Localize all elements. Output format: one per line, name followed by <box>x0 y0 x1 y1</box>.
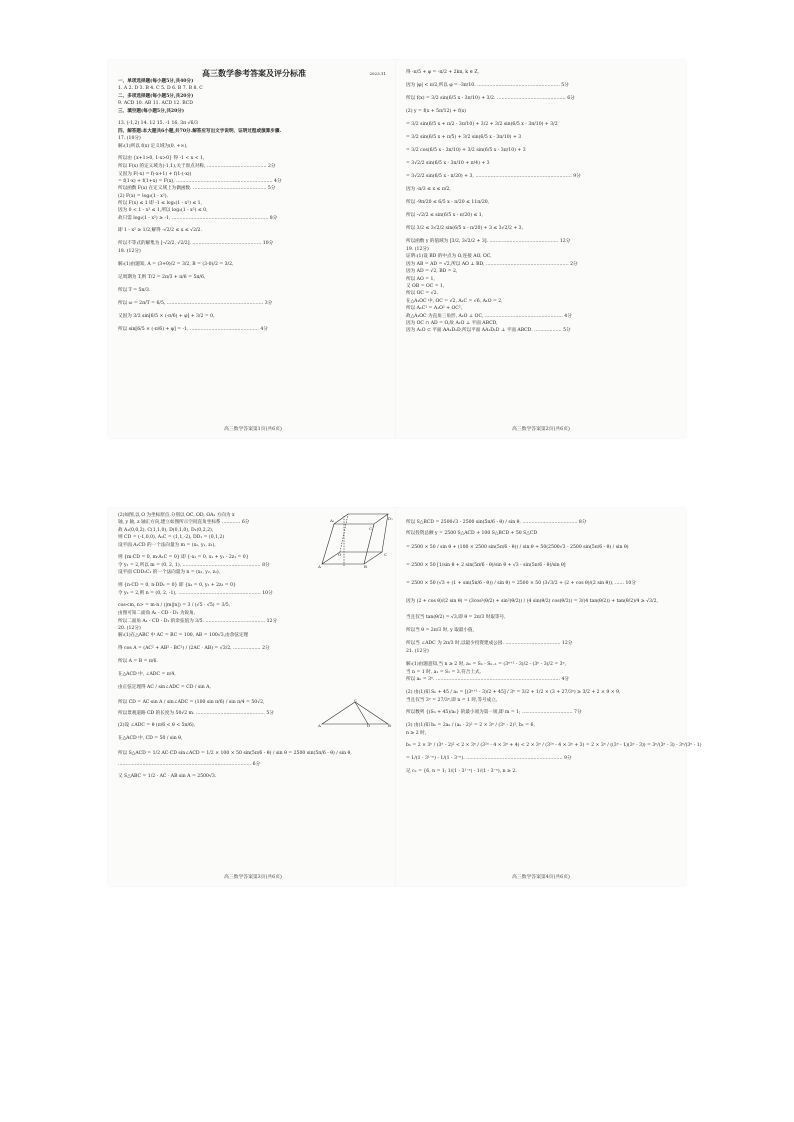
page-footer: 高三数学答案第3页(共6页) <box>224 875 282 880</box>
answer-line: 1. A 2. D 3. B 4. C 5. D 6. B 7. B 8. C <box>118 86 203 92</box>
solution-line: 因为 OC ∩ AD = O,故 A₁O ⊥ 平面 ABCD, <box>406 320 498 326</box>
section-heading: 二、多项选择题(每小题5分,共20分) <box>118 93 194 99</box>
solution-line: 令 y₁ = 2,所以 m = (0, 2, 1), …………………………………………… 8分 <box>118 562 270 568</box>
solution-line: 则 {n·CD = 0, n·DD₁ = 0} 即 {x₂ = 0, y₂ + 2z₂ = 0} <box>118 582 236 588</box>
solution-line: 解:(1)由题知, A = (3+0)/2 = 3/2, B = (3-0)/2 = 3/2, <box>118 261 234 267</box>
solution-line: (2) F(x) = log₂(1 - x²), <box>118 193 168 199</box>
answer-line: 9. ACD 10. AB 11. ACD 12. BCD <box>118 101 193 107</box>
answer-sheet-page-2 <box>396 60 686 438</box>
svg-text:B: B <box>388 723 391 728</box>
solution-line: 所以 S△BCD = 2500√3 - 2500 sin(5π/6 - θ) / sin θ, ……………………………… 8分 <box>406 520 587 525</box>
solution-line: 所以不等式的解集为 [-√2/2, √2/2]. ……………………………………… 10分 <box>118 241 274 247</box>
solution-line: 所以 aₙ = 3ⁿ. ……………………………………………………………………… 4分 <box>406 677 569 683</box>
answer-sheet-page-4 <box>396 508 702 886</box>
svg-text:C: C <box>354 698 358 703</box>
solution-line: 所以投资总额 y = 2500 S△ACD + 100 S△BCD + 50 S△CD <box>406 531 538 536</box>
solution-line: 解:(1)在△ABC 中 AC = BC = 100, AB = 100√3,由余弦定理 <box>118 633 249 639</box>
solution-line: 在△ACD 中, CD = 50 / sin θ, <box>118 736 183 742</box>
solution-line: …………………………………………………………………………… 6分 <box>118 762 261 768</box>
solution-line: 当 n = 1 时, a₁ = S₁ = 3,符合上式, <box>406 669 482 675</box>
solution-line: = 2500 × 50 [1/sin θ + 2 sin(5π/6 - θ)/sin θ + √3 - sin(5π/6 - θ)/sin θ] <box>406 563 566 569</box>
solution-line: 因为 A₁O ⊂ 平面 AA₁D₁D,所以平面 AA₁D₁D ⊥ 平面 ABCD. ……………… 5分 <box>406 328 571 334</box>
solution-line: = 3/2 sin(6/5 x + π/2 - 3π/10) + 3/2 + 3/2 sin(6/5 x - 3π/10) + 3/2 <box>406 122 558 127</box>
solution-line: 所以由 {x+1>0, 1-x>0} 得 -1 < x < 1, <box>118 156 205 162</box>
svg-text:B: B <box>364 564 367 569</box>
solution-line: 又因为 F(-x) = f(-x+1) + f(1-(-x)) <box>118 171 192 177</box>
problem-heading: 18. (12分) <box>118 249 141 255</box>
solution-line: 所以 CD = AC·sin A / sin∠ADC = (100 sin π/6) / sin π/4 = 50√2, <box>118 699 265 705</box>
solution-line: cos<m, n> = m·n / (|m||n|) = 3 / (√5 · √5) = 3/5, <box>118 603 231 609</box>
svg-text:A₁: A₁ <box>330 518 335 523</box>
problem-heading: 17. (10分) <box>118 136 141 142</box>
solution-line: 设平面 CDD₁C₁ 的一个法向量为 n = (x₂, y₂, z₂), <box>118 570 221 576</box>
solution-line: 所以当 θ = 2π/3 时, y 取最小值, <box>406 628 475 634</box>
problem-heading: 20. (12分) <box>118 625 141 631</box>
page-footer: 高三数学答案第4页(共6页) <box>512 875 570 880</box>
solution-line: = 3/2 sin(6/5 x + π/5) + 3/2 sin(6/5 x - 3π/10) + 3 <box>406 135 522 140</box>
page-footer: 高三数学答案第2页(共6页) <box>512 427 570 432</box>
answer-sheet-page-1 <box>108 60 398 438</box>
document-date: 2023.11 <box>369 71 386 76</box>
section-heading: 三、填空题(每小题5分,共20分) <box>118 108 185 114</box>
solution-line: = f(1-x) + f(1+x) = F(x), ……………………………………………………… 4分 <box>118 178 282 184</box>
solution-line: 所以 ω = 2π/T = 6/5, ……………………………………………………… 3分 <box>118 300 273 306</box>
solution-line: 所以 F(x) ≤ 1 即 -1 ≤ log₂(1 - x²) ≤ 1, <box>118 201 203 207</box>
solution-line: 所以景观道路 CD 的长度为 50√2 m. ……………………………………… 5分 <box>118 710 274 716</box>
solution-line: 由正弦定理得 AC / sin∠ADC = CD / sin A, <box>118 684 211 690</box>
page-footer: 高三数学答案第1页(共6页) <box>224 427 282 432</box>
solution-line: 即 1 - x² ≥ 1/2,解得 -√2/2 ≤ x ≤ √2/2. <box>118 228 202 234</box>
solution-line: 得 -π/5 + φ = -π/2 + 2kπ, k ∈ Z, <box>406 70 479 75</box>
solution-line: 因为 0 < 1 - x² ≤ 1,所以 log₂(1 - x²) ≤ 0, <box>118 208 208 214</box>
svg-text:A: A <box>318 564 321 569</box>
solution-line: 所以 A = B = π/6. <box>118 658 158 664</box>
svg-text:D₁: D₁ <box>388 516 393 521</box>
solution-line: 所以 -√2/2 ≤ sin(6/5 x - π/20) ≤ 1, <box>406 213 484 218</box>
solution-line: = 2500 × 50 (√3 + (1 + sin(5π/6 - θ)) / sin θ) = 2500 × 50 (3√3/2 + (2 + cos θ)/(2 sin θ)), …… 10分 <box>406 581 636 587</box>
solution-line: 因为 (2 + cos θ)/(2 sin θ) = (3cos²(θ/2) + sin²(θ/2)) / (4 sin(θ/2) cos(θ/2)) = 3/(4 tan(θ/2)) + tan(θ/2)/4 ≥ √3/2, <box>406 599 658 605</box>
solution-line: 因为 |φ| < π/2,所以 φ = -3π/10. ……………………………………………… 5分 <box>406 83 569 88</box>
solution-line: = 2500 × 50 / sin θ + (100 × 2500 sin(5π/6 - θ)) / sin θ + 50(2500√3 - 2500 sin(5π/6 - θ) / sin θ) <box>406 545 629 551</box>
solution-line: 所以 -9π/20 ≤ 6/5 x - π/20 ≤ 11π/20, <box>406 200 490 205</box>
document-title: 高三数学参考答案及评分标准 2023.11 <box>118 66 390 80</box>
solution-line: 解:(1)所以 f(x) 定义域为(0, +∞), <box>118 143 188 149</box>
solution-line: bₙ = 2 × 3ⁿ / (3ⁿ - 2)² < 2 × 3ⁿ / (3²ⁿ - 4 × 3ⁿ + 4) < 2 × 3ⁿ / (3²ⁿ - 4 × 3ⁿ + 3) = 2 × 3ⁿ / ((3ⁿ - 1)(3ⁿ - 3)) = 3ⁿ/(3ⁿ - 3) - 3ⁿ/(3ⁿ - 1) <box>406 743 702 749</box>
svg-text:C: C <box>384 552 388 557</box>
solution-line: 所以 OC = √2, <box>406 291 439 297</box>
solution-line: 当且仅当 tan(θ/2) = √3,即 θ = 2π/3 时取等号, <box>406 615 506 621</box>
solution-line: 故△A₁OC 为直角三角形, A₁O ⊥ OC, …………………………………………… 4分 <box>406 313 572 319</box>
solution-line: 解:(1)由题意知,当 n ≥ 2 时, aₙ = Sₙ - Sₙ₋₁ = (3ⁿ⁺¹ - 3)/2 - (3ⁿ - 3)/2 = 3ⁿ, <box>406 661 567 667</box>
svg-text:A: A <box>318 723 321 728</box>
solution-line: 所以 f(x) = 3/2 sin(6/5 x - 3π/10) + 3/2. ……………………………………… 6分 <box>406 96 575 101</box>
solution-line: 则 CD = (-1,0,0), A₁C = (1,1,-2), DD₁ = (0,1,2) <box>118 535 225 541</box>
solution-line: 当且仅当 3ⁿ = 27/3ⁿ,即 n = 1 时,等号成立, <box>406 697 498 703</box>
solution-line: = 3/2 cos(6/5 x - 3π/10) + 3/2 sin(6/5 x - 3π/10) + 3 <box>406 148 526 153</box>
solution-line: 又因为 3/2 sin[6/5 × (-π/6) + φ] + 3/2 = 0, <box>118 313 215 319</box>
solution-line: 因为 -π/3 ≤ x ≤ π/2, <box>406 187 451 192</box>
solution-line: (2)设 ∠ADC = θ (π/6 < θ < 5π/6), <box>118 723 196 729</box>
solution-line: 在△ACD 中, ∠ADC = π/4, <box>118 671 176 677</box>
solution-line: 所以函数 F(x) 在定义域上为偶函数. ………………………………………… 5分 <box>118 186 276 192</box>
problem-heading: 19. (12分) <box>406 247 429 252</box>
solution-line: 所以 sin[6/5 × (-π/6) + φ] = -1, ……………………………………… 4分 <box>118 326 268 332</box>
solution-line: 所以当 ∠ADC 为 2π/3 时,以最少投资建成公园. ……………………………… 12分 <box>406 641 573 647</box>
solution-line: (2) 由(1)知 Sₙ + 45 / aₙ = [(3ⁿ⁺¹ - 3)/2 + 45] / 3ⁿ = 3/2 + 1/2 × (3 + 27/3ⁿ) ≥ 3/2 + 2 × 9 × 9, <box>406 689 621 695</box>
solution-line: 所以 3/2 ≤ 3√2/2 sin(6/5 x - π/20) + 3 ≤ 3√2/2 + 3, <box>406 226 524 231</box>
problem-heading: 21. (12分) <box>406 649 429 655</box>
solution-line: 证明:(1)设 BD 的中点为 O,连接 AO, OC, <box>406 254 492 260</box>
solution-line: 记 cₙ = {6, n = 1; 1/(1 - 3¹⁻ⁿ) - 1/(1 - 3⁻ⁿ), n ≥ 2. <box>406 769 517 775</box>
solution-line: 得 cos A = (AC² + AB² - BC²) / (2AC · AB) = √3/2, ……………… 2分 <box>118 645 270 651</box>
solution-line: n ≥ 2 时, <box>406 730 427 736</box>
solution-line: 则 {m·CD = 0, m·A₁C = 0} 即 {-x₁ = 0, x₁ + y₁ - 2z₁ = 0} <box>118 554 249 560</box>
solution-line: 因为 AB = AD = √2,所以 AO ⊥ BD, ……………………………………………… 2分 <box>406 261 578 267</box>
solution-line: = 1/(1 - 3¹⁻ⁿ) - 1/(1 - 3⁻ⁿ). ……………………………………………………… 9分 <box>406 756 572 762</box>
solution-line: 所以数列 {(Sₙ + 45)/aₙ} 的最小项为第一项,即 m = 1; …………………………… 7分 <box>406 709 582 715</box>
answer-sheet-page-3 <box>108 508 398 886</box>
solution-line: (2) y = f(x + 5π/12) + f(x) <box>406 109 466 114</box>
svg-text:D: D <box>367 723 371 728</box>
solution-line: 故 A₁(0,0,2), C(1,1,0), D(0,1,0), D₁(0,2,2), <box>118 527 214 533</box>
solution-line: 故只需 log₂(1 - x²) ≥ -1, ……………………………………………………… 8分 <box>118 215 278 221</box>
solution-line: 所以 T = 5π/3. <box>118 287 151 293</box>
solution-line: 由图可知二面角 A₁ - CD - D₁ 为锐角, <box>118 611 196 617</box>
solution-line: (2)如图,以 O 为坐标原点,分别以 OC, OD, OA₁ 方向为 x <box>118 513 235 518</box>
solution-line: = 3√2/2 sin(6/5 x - π/20) + 3, ……………………………………………………… 9分 <box>406 174 581 179</box>
solution-line: 所以函数 y 的值域为 [3/2, 3√2/2 + 3]. ……………………………………… 12分 <box>406 239 571 244</box>
solution-line: 设平面 A₁CD 的一个法向量为 m = (x₁, y₁, z₁), <box>118 542 216 548</box>
section-heading: 一、单项选择题(每小题5分,共40分) <box>118 79 194 84</box>
solution-line: 记周期为 T,则 T/2 = 2π/3 + π/6 = 5π/6, <box>118 274 206 280</box>
solution-line: (3) 由(1)知 bₙ = 2aₙ / (aₙ - 2)² = 2 × 3ⁿ / (3ⁿ - 2)², b₁ = 6, <box>406 722 535 728</box>
solution-line: 所以 A₁C² = A₁O² + OC², <box>406 306 463 312</box>
solution-line: = 3√2/2 sin(6/5 x - 3π/10 + π/4) + 3 <box>406 161 490 166</box>
solution-line: 因为 AD = √2, BD = 2, <box>406 269 458 275</box>
solution-line: 轴, y 轴, z 轴正方向,建立如图所示空间直角坐标系 ………… 6分 <box>118 520 250 526</box>
solution-line: 又 S△ABC = 1/2 · AC · AB sin A = 2500√3. <box>118 774 217 780</box>
solution-line: 在△A₁OC 中, OC = √2, A₁C = √6, A₁O = 2, <box>406 298 503 304</box>
solution-line: 所以 AO = 1, <box>406 276 435 282</box>
solution-line: 令 y₂ = 2,则 n = (0, 2, -1), ……………………………………………… 10分 <box>118 590 273 596</box>
solution-line: 又 OB = OC = 1, <box>406 283 445 289</box>
solution-line: 所以二面角 A₁ - CD - D₁ 的余弦值为 3/5. ………………………………… 12分 <box>118 618 278 624</box>
section-heading: 四、解答题:本大题共6小题,共70分.解答应写出文字说明、证明过程或演算步骤. <box>118 128 282 134</box>
svg-text:C: C <box>369 526 373 531</box>
solution-line: 所以 F(x) 的定义域为(-1,1),关于原点对称, ………………………………… 2分 <box>118 164 276 170</box>
answer-line: 13. (-1,2) 14. 12 15. -1 16. 3π √6/3 <box>118 120 198 126</box>
solution-line: 所以 S△ACD = 1/2 AC·CD sin∠ACD = 1/2 × 100 × 50 sin(5π/6 - θ) / sin θ = 2500 sin(5π/6 - θ) / sin θ, <box>118 751 352 757</box>
svg-text:O: O <box>338 552 342 557</box>
